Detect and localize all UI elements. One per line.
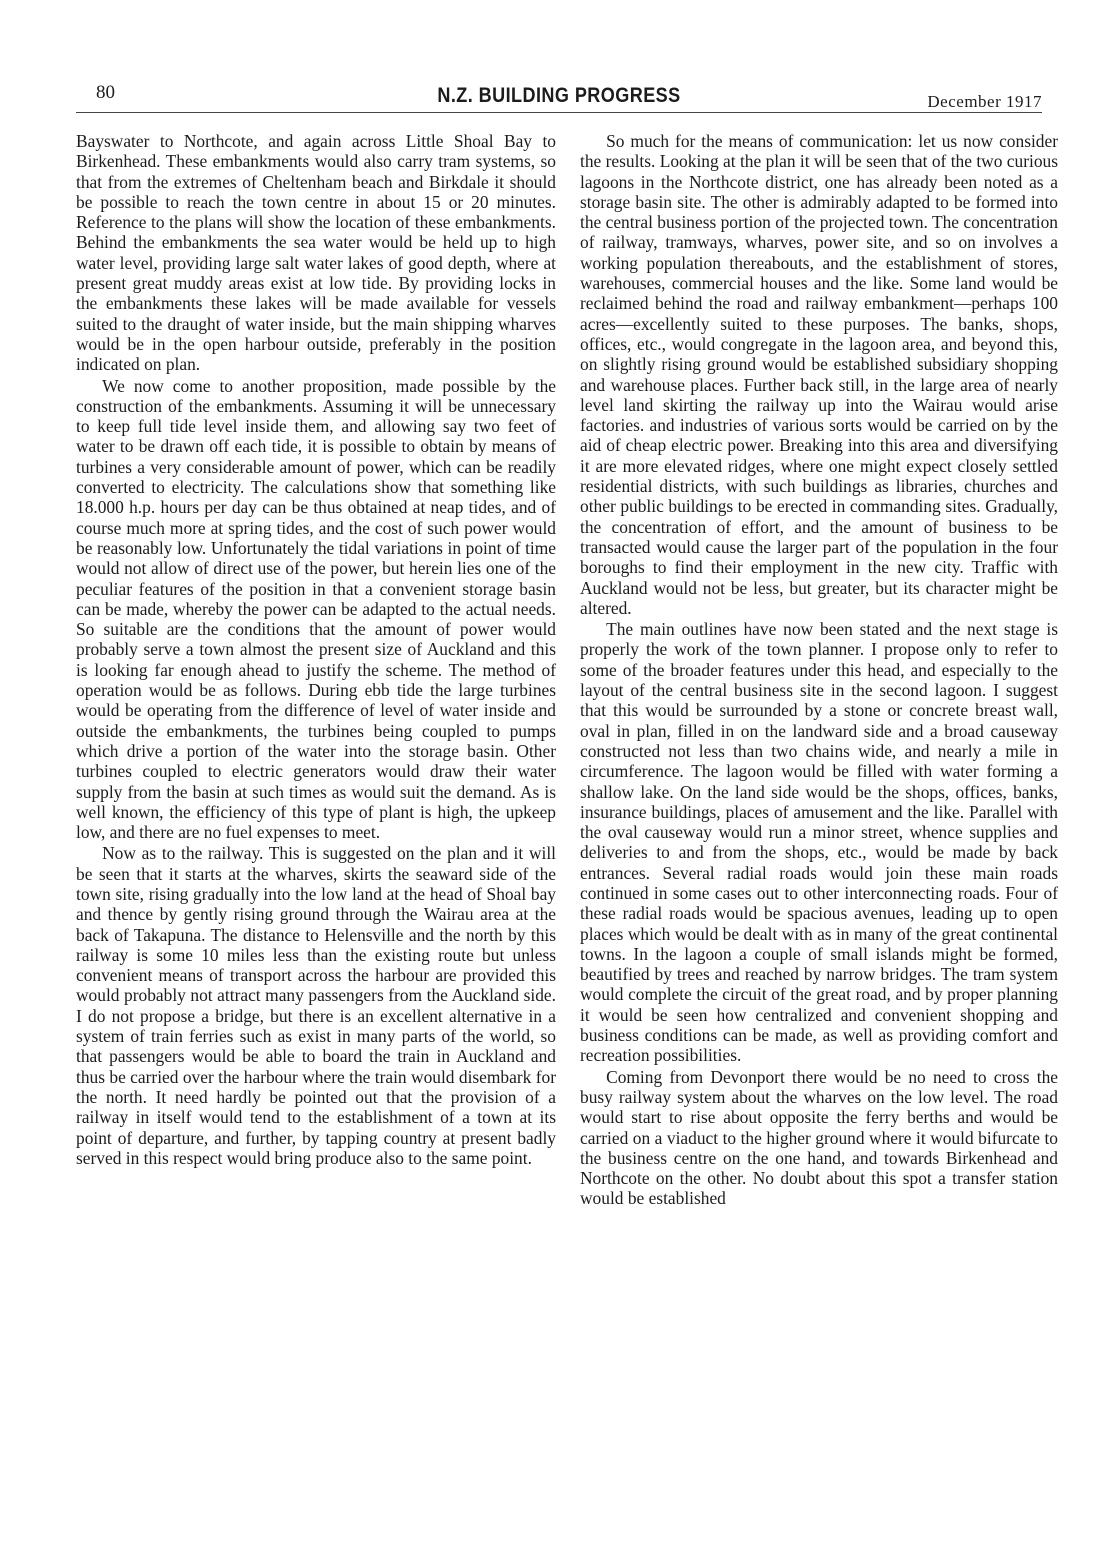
issue-date: December 1917: [927, 92, 1042, 111]
header-rule: [76, 112, 1042, 113]
publication-title: N.Z. BUILDING PROGRESS: [437, 84, 681, 107]
paragraph: The main outlines have now been stated and the next stage is properly the work of the town planner. I propose only to refer to some of the broader features under this head, and especially to the layout of the central business site in the second lagoon. I suggest that this would be surrounded by a stone or concrete breast wall, oval in plan, filled in on the landward side and a broad causeway constructed not less than two chains wide, and nearly a mile in circumference. The lagoon would be filled with water forming a shallow lake. On the land side would be the shops, offices, banks, insurance buildings, places of amusement and the like. Parallel with the oval causeway would run a minor street, whence supplies and deliveries to and from the shops, etc., would be made by back entrances. Several radial roads would join these main roads continued in some cases out to other interconnecting roads. Four of these radial roads would be spacious avenues, leading up to open places which would be dealt with as in many of the great continental towns. In the lagoon a couple of small islands might be formed, beautified by trees and reached by narrow bridges. The tram system would complete the circuit of the great road, and by proper planning it would be seen how centralized and convenient shopping and business conditions can be made, as well as providing comfort and recreation possibilities.: [580, 619, 1058, 1066]
paragraph: Now as to the railway. This is suggested on the plan and it will be seen that it starts at the wharves, skirts the seaward side of the town site, rising gradually into the low land at the head of Shoal bay and thence by gently rising ground through the Wairau area at the back of Takapuna. The distance to Helensville and the north by this railway is some 10 miles less than the existing route but unless convenient means of transport across the harbour are provided this would probably not attract many passengers from the Auckland side. I do not propose a bridge, but there is an excellent alternative in a system of train ferries such as exist in many parts of the world, so that passengers would be able to board the train in Auckland and thus be carried over the harbour where the train would disembark for the north. It need hardly be pointed out that the provision of a railway in itself would tend to the establishment of a town at its point of departure, and further, by tapping country at present badly served in this respect would bring produce also to the same point.: [76, 843, 556, 1168]
left-column: [76, 131, 556, 1168]
paragraph: So much for the means of communication: let us now consider the results. Looking at the plan it will be seen that of the two curious lagoons in the Northcote district, one has already been noted as a storage basin site. The other is admirably adapted to be formed into the central business portion of the projected town. The concentration of railway, tramways, wharves, power site, and so on involves a working population thereabouts, and the establishment of stores, warehouses, commercial houses and the like. Some land would be reclaimed behind the road and railway embankment—perhaps 100 acres—excellently suited to these purposes. The banks, shops, offices, etc., would congregate in the lagoon area, and beyond this, on slightly rising ground would be established subsidiary shopping and warehouse places. Further back still, in the large area of nearly level land skirting the railway up into the Wairau would arise factories. and industries of various sorts would be carried on by the aid of cheap electric power. Breaking into this area and diversifying it are more elevated ridges, where one might expect closely settled residential districts, with such buildings as libraries, churches and other public buildings to be erected in commanding sites. Gradually, the concentration of effort, and the amount of business to be transacted would cause the larger part of the population in the four boroughs to find their employment in the new city. Traffic with Auckland would not be less, but greater, but its character might be altered.: [580, 131, 1058, 618]
paragraph: We now come to another proposition, made possible by the construction of the embankments. Assuming it will be unnecessary to keep full tide level inside them, and allowing say two feet of water to be drawn off each tide, it is possible to obtain by means of turbines a very considerable amount of power, which can be readily converted to electricity. The calculations show that something like 18.000 h.p. hours per day can be thus obtained at neap tides, and of course much more at spring tides, and the cost of such power would be reasonably low. Unfortunately the tidal variations in point of time would not allow of direct use of the power, but herein lies one of the peculiar features of the position in that a convenient storage basin can be made, whereby the power can be adapted to the actual needs. So suitable are the conditions that the amount of power would probably serve a town almost the present size of Auckland and this is looking far enough ahead to justify the scheme. The method of operation would be as follows. During ebb tide the large turbines would be operating from the difference of level of water inside and outside the embankments, the turbines being coupled to pumps which drive a portion of the water into the storage basin. Other turbines coupled to electric generators would draw their water supply from the basin at such times as would suit the demand. As is well known, the efficiency of this type of plant is high, the upkeep low, and there are no fuel expenses to meet.: [76, 375, 556, 843]
right-column: [580, 131, 1058, 1209]
page-number: 80: [96, 82, 115, 103]
page-header: [76, 80, 1042, 114]
paragraph: Bayswater to Northcote, and again across Little Shoal Bay to Birkenhead. These embankments would also carry tram systems, so that from the extremes of Cheltenham beach and Birkdale it should be possible to reach the town centre in about 15 or 20 minutes. Reference to the plans will show the location of these embankments. Behind the embankments the sea water would be held up to high water level, providing large salt water lakes of good depth, where at present great muddy areas exist at low tide. By providing locks in the embankments these lakes will be made available for vessels suited to the draught of water inside, but the main shipping wharves would be in the open harbour outside, preferably in the position indicated on plan.: [76, 131, 556, 375]
paragraph: Coming from Devonport there would be no need to cross the busy railway system about the wharves on the low level. The road would start to rise about opposite the ferry berths and would be carried on a viaduct to the higher ground where it would bifurcate to the business centre on the one hand, and towards Birkenhead and Northcote on the other. No doubt about this spot a transfer station would be established: [580, 1066, 1058, 1209]
